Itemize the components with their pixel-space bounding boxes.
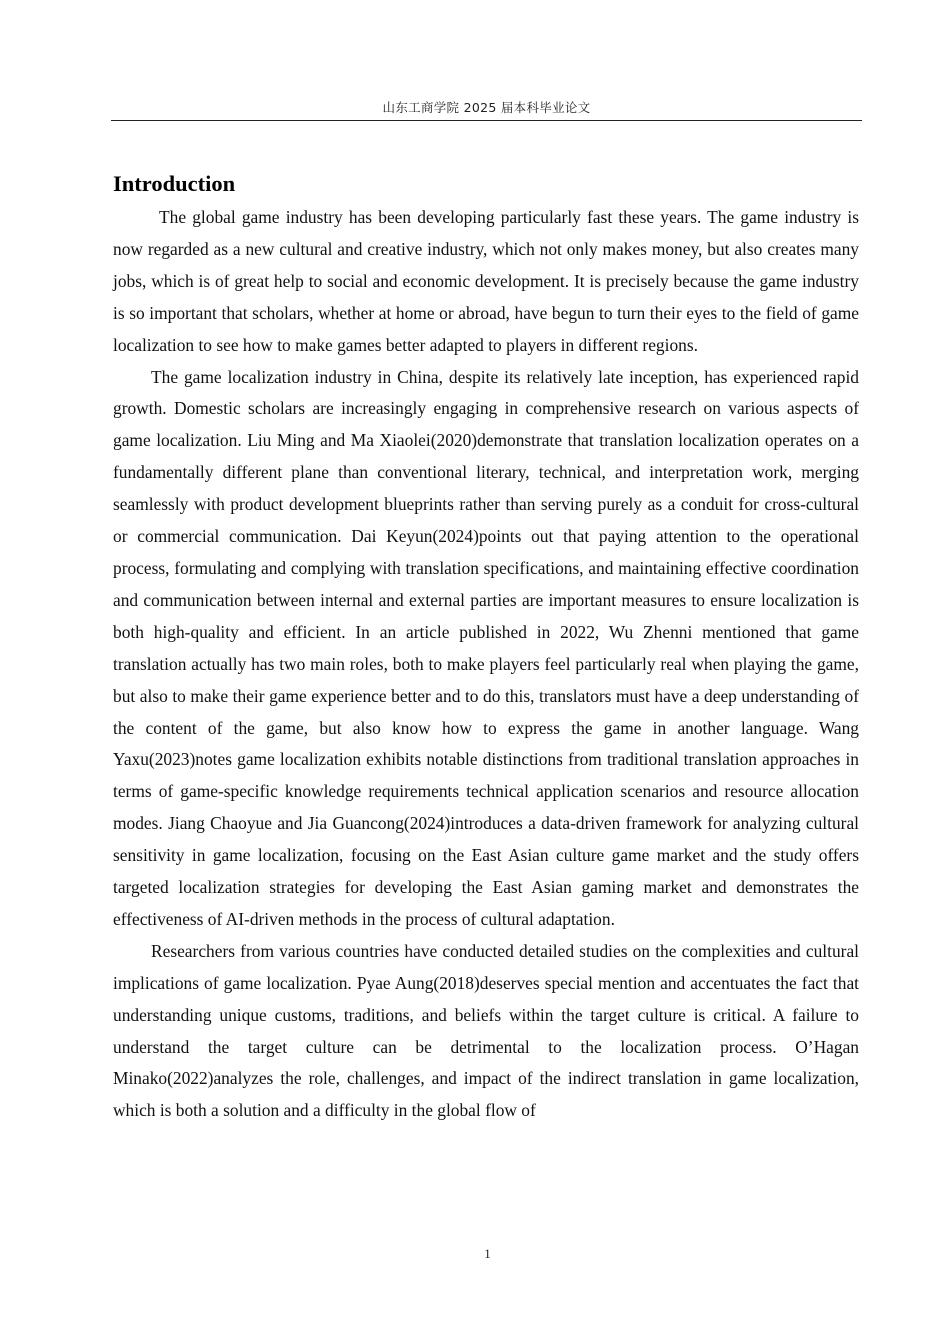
paragraph-1: The global game industry has been developing particularly fast these years. The game industry is now regarded as a new cultural and creative industry, which not only makes money, but also creates many jobs, which is of great help to social and economic development. It is precisely because the game industry is so important that scholars, whether at home or abroad, have begun to turn their eyes to the field of game localization to see how to make games better adapted to players in different regions.: [113, 207, 859, 355]
page-header: [111, 100, 862, 121]
paragraph-3: Researchers from various countries have conducted detailed studies on the complexities and cultural implications of game localization. Pyae Aung(2018)deserves special mention and accentuates the fact that understanding unique customs, traditions, and beliefs within the target culture is critical. A failure to understand the target culture can be detrimental to the localization process. O’Hagan Minako(2022)analyzes the role, challenges, and impact of the indirect translation in game localization, which is both a solution and a difficulty in the global flow of: [113, 940, 859, 1121]
page-content: [113, 166, 859, 1127]
section-title: Introduction: [113, 171, 236, 196]
header-title: 山东工商学院 2025 届本科毕业论文: [382, 100, 591, 115]
page-number: 1: [484, 1246, 491, 1261]
paragraph-2: The game localization industry in China, despite its relatively late inception, has experienced rapid growth. Domestic scholars are increasingly engaging in comprehensive research on various aspects of game localization. Liu Ming and Ma Xiaolei(2020)demonstrate that translation localization operates on a fundamentally different plane than conventional literary, technical, and interpretation work, merging seamlessly with product development blueprints rather than serving purely as a conduit for cross-cultural or commercial communication. Dai Keyun(2024)points out that paying attention to the operational process, formulating and complying with translation specifications, and maintaining effective coordination and communication between internal and external parties are important measures to ensure localization is both high-quality and efficient. In an article published in 2022, Wu Zhenni mentioned that game translation actually has two main roles, both to make players feel particularly real when playing the game, but also to make their game experience better and to do this, translators must have a deep understanding of the content of the game, but also know how to express the game in another language. Wang Yaxu(2023)notes game localization exhibits notable distinctions from traditional translation approaches in terms of game-specific knowledge requirements technical application scenarios and resource allocation modes. Jiang Chaoyue and Jia Guancong(2024)introduces a data-driven framework for analyzing cultural sensitivity in game localization, focusing on the East Asian culture game market and the study offers targeted localization strategies for developing the East Asian gaming market and demonstrates the effectiveness of AI-driven methods in the process of cultural adaptation.: [113, 366, 859, 929]
